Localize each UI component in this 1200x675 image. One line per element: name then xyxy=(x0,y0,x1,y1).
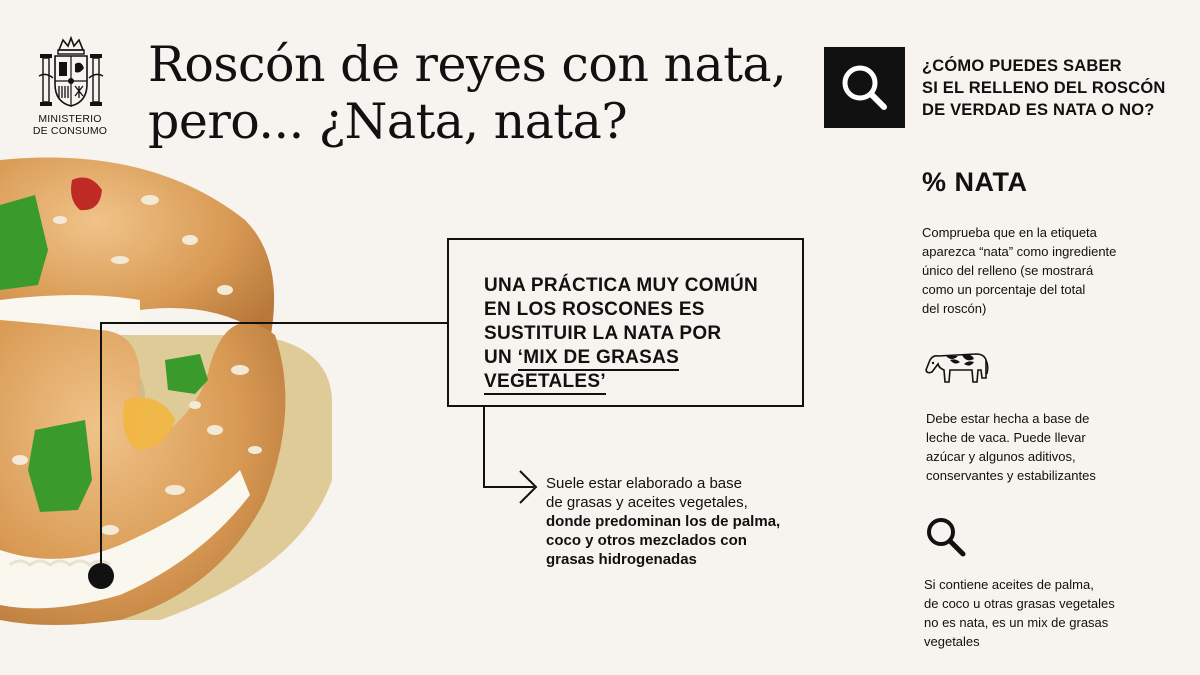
cow-line-3: azúcar y algunos aditivos, xyxy=(926,449,1076,464)
pct-nata-text xyxy=(922,223,1162,318)
search-line-1: Si contiene aceites de palma, xyxy=(924,577,1094,592)
callout-line-3: SUSTITUIR LA NATA POR xyxy=(484,323,722,344)
search-line-4: vegetales xyxy=(924,634,980,649)
question-line-2: SI EL RELLENO DEL ROSCÓN xyxy=(922,79,1166,97)
cow-line-2: leche de vaca. Puede llevar xyxy=(926,430,1086,445)
ministry-line-1: MINISTERIO xyxy=(38,113,102,125)
callout-text xyxy=(484,274,802,394)
ministry-name xyxy=(30,113,110,137)
coat-of-arms-icon xyxy=(37,36,105,110)
cow-milk-text xyxy=(926,409,1146,485)
vegetable-oils-text xyxy=(924,575,1154,651)
cow-icon xyxy=(924,346,990,388)
note-bold-2: coco y otros mezclados con xyxy=(546,532,747,549)
note-line-2: de grasas y aceites vegetales, xyxy=(546,494,748,511)
callout-line-4-prefix: UN xyxy=(484,347,518,368)
cow-line-1: Debe estar hecha a base de xyxy=(926,411,1090,426)
note-bold-3: grasas hidrogenadas xyxy=(546,551,697,568)
pct-line-2: aparezca “nata” como ingrediente xyxy=(922,244,1117,259)
candied-green-3 xyxy=(28,420,92,512)
question-line-1: ¿CÓMO PUEDES SABER xyxy=(922,57,1122,75)
cow-line-4: conservantes y estabilizantes xyxy=(926,468,1096,483)
ministry-line-2: DE CONSUMO xyxy=(32,125,108,137)
callout-box xyxy=(447,238,804,407)
page-title xyxy=(148,36,798,150)
search-icon xyxy=(924,515,968,559)
search-icon-box xyxy=(824,47,905,128)
question-line-3: DE VERDAD ES NATA O NO? xyxy=(922,101,1155,119)
search-line-2: de coco u otras grasas vegetales xyxy=(924,596,1115,611)
roscon-illustration xyxy=(0,150,340,675)
callout-underlined-phrase: ‘MIX DE GRASAS VEGETALES’ xyxy=(484,347,679,395)
search-icon xyxy=(824,47,905,128)
pct-line-3: único del relleno (se mostrará xyxy=(922,263,1094,278)
title-line-1: Roscón de reyes con nata, xyxy=(148,36,787,93)
pct-line-5: del roscón) xyxy=(922,301,987,316)
note-line-1: Suele estar elaborado a base xyxy=(546,475,742,492)
callout-line-1: UNA PRÁCTICA MUY COMÚN xyxy=(484,275,759,296)
callout-line-4 xyxy=(484,346,802,394)
question-heading xyxy=(922,55,1192,121)
pct-nata-heading: % NATA xyxy=(922,167,1028,197)
vegetable-fats-note xyxy=(546,474,816,569)
title-line-2: pero... ¿Nata, nata? xyxy=(148,93,628,150)
ministry-logo xyxy=(34,36,108,137)
note-bold-1: donde predominan los de palma, xyxy=(546,513,781,530)
callout-line-2: EN LOS ROSCONES ES xyxy=(484,299,705,320)
search-line-3: no es nata, es un mix de grasas xyxy=(924,615,1109,630)
pct-line-4: como un porcentaje del total xyxy=(922,282,1086,297)
pct-line-1: Comprueba que en la etiqueta xyxy=(922,225,1097,240)
